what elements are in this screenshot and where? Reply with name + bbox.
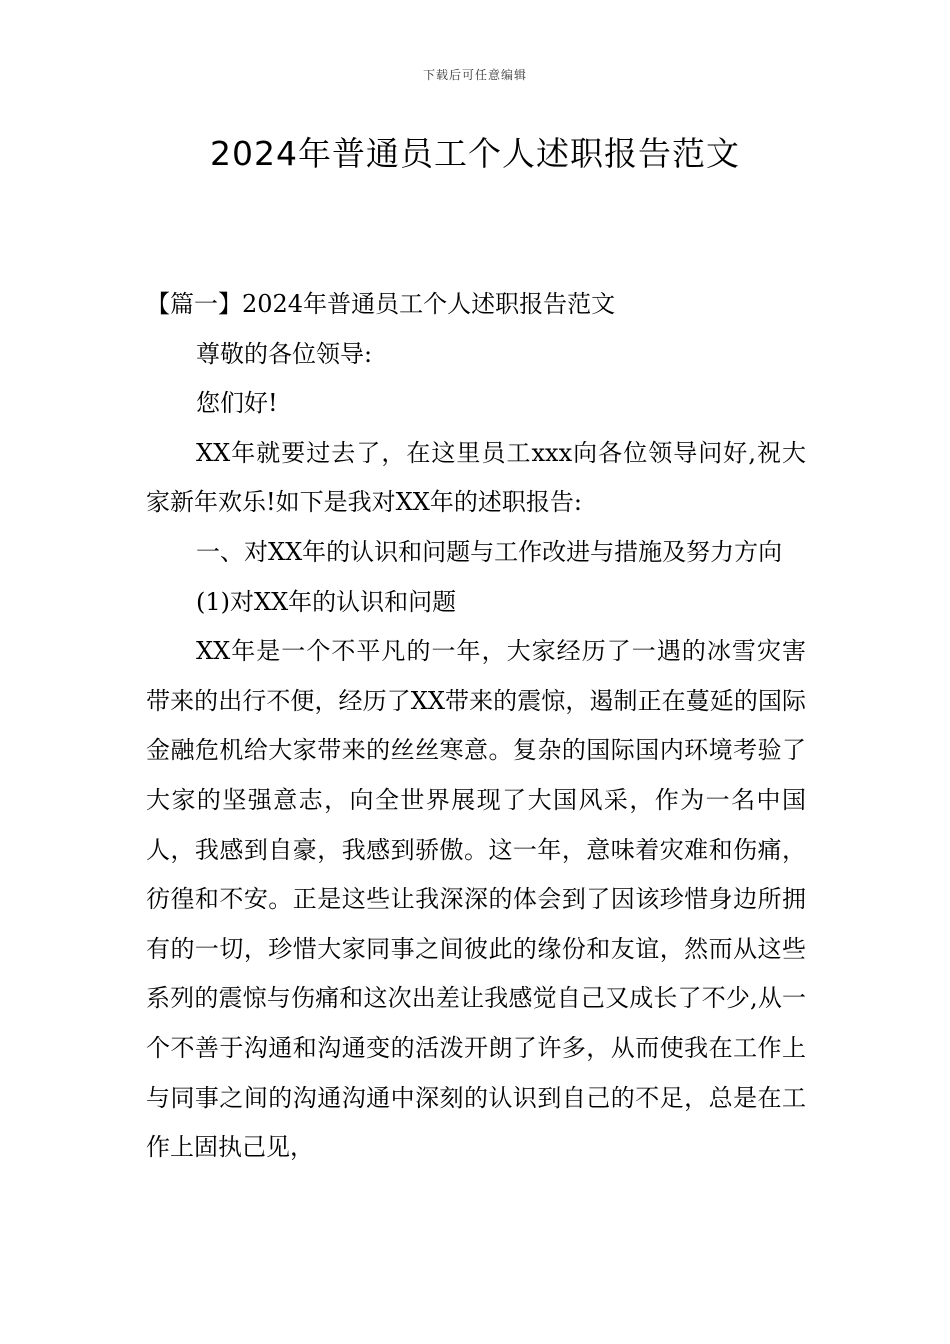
salutation: 尊敬的各位领导: (196, 339, 373, 368)
document-body (146, 280, 806, 1173)
body-paragraph: XX年是一个不平凡的一年，大家经历了一遇的冰雪灾害带来的出行不便，经历了XX带来的震惊，遏制正在蔓延的国际金融危机给大家带来的丝丝寒意。复杂的国际国内环境考验了大家的坚强意志，向全世界展现了大国风采，作为一名中国人，我感到自豪，我感到骄傲。这一年，意味着灾难和伤痛，彷徨和不安。正是这些让我深深的体会到了因该珍惜身边所拥有的一切，珍惜大家同事之间彼此的缘份和友谊，然而从这些系列的震惊与伤痛和这次出差让我感觉自己又成长了不少,从一个不善于沟通和沟通变的活泼开朗了许多，从而使我在工作上与同事之间的沟通沟通中深刻的认识到自己的不足，总是在工作上固执己见， (146, 637, 806, 1162)
section-heading: 【篇一】2024年普通员工个人述职报告范文 (146, 290, 616, 318)
document-title: 2024年普通员工个人述职报告范文 (210, 134, 740, 173)
greeting: 您们好! (196, 389, 278, 418)
body-paragraph: XX年就要过去了，在这里员工xxx向各位领导问好,祝大家新年欢乐!如下是我对XX年的述职报告: (146, 438, 806, 517)
section-title: 一、对XX年的认识和问题与工作改进与措施及努力方向 (196, 537, 783, 566)
header-note: 下载后可任意编辑 (422, 68, 527, 82)
subsection-title: (1)对XX年的认识和问题 (196, 587, 457, 616)
